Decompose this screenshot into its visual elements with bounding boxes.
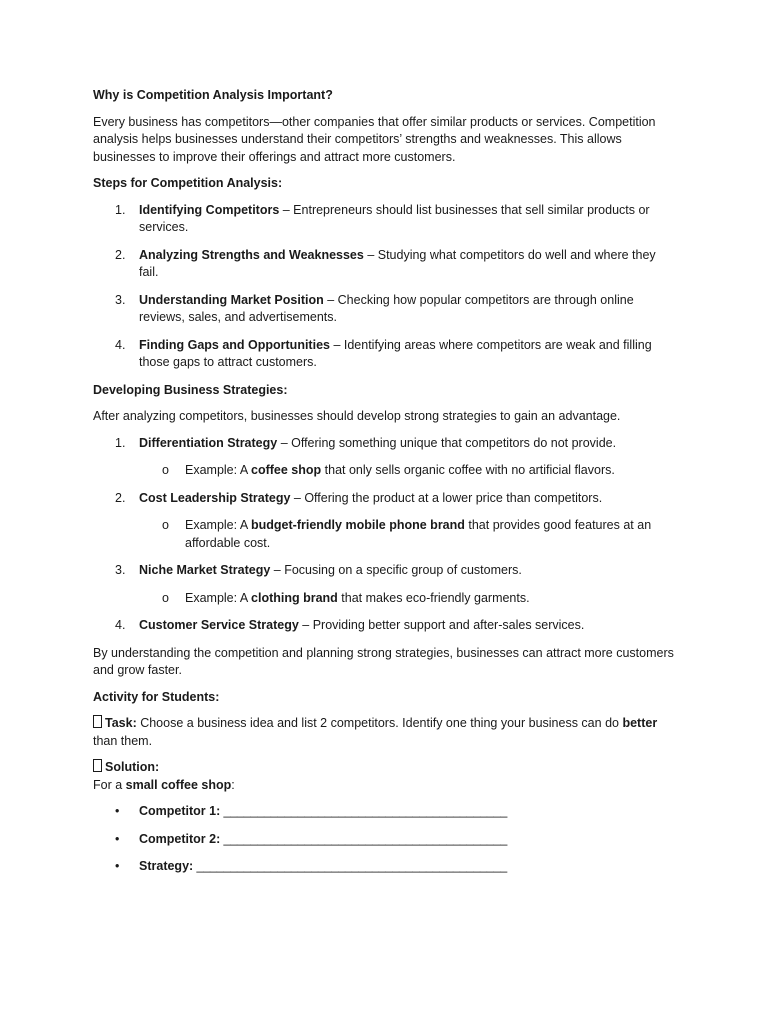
blank-line: __________________________________________ (220, 804, 508, 818)
list-number: 3. (115, 292, 126, 307)
section-title-steps: Steps for Competition Analysis: (93, 176, 283, 190)
list-item-term: Analyzing Strengths and Weaknesses (139, 247, 364, 262)
strategies-list (93, 435, 678, 635)
blank-line: __________________________________________ (220, 831, 508, 846)
example-prefix: Example: A (185, 463, 252, 477)
list-item-text: – Entrepreneurs should list businesses that sell similar products or services. (139, 202, 650, 234)
intro-paragraph: Every business has competitors—other companies that offer similar products or services. Competition analysis helps businesses understand their competitors’ strengths and weaknesses. This allows businesses to improve their offerings and attract more customers. (93, 114, 656, 164)
blank-label: Competitor 2: (139, 831, 221, 846)
list-item (93, 337, 678, 372)
example-item (139, 462, 678, 480)
list-item-term: Niche Market Strategy (139, 563, 271, 577)
task-paragraph (93, 715, 678, 750)
example-item (139, 590, 678, 608)
list-item (93, 562, 678, 607)
list-item-term: Cost Leadership Strategy (139, 490, 291, 505)
list-item-text: – Offering something unique that competitors do not provide. (277, 435, 617, 450)
list-item-text: – Studying what competitors do well and where they fail. (139, 247, 656, 279)
blank-line: ______________________________________________ (193, 859, 508, 873)
example-text: that only sells organic coffee with no artificial flavors. (321, 463, 615, 477)
list-item-text: – Identifying areas where competitors are weak and filling those gaps to attract customers. (139, 337, 652, 369)
solution-label: Solution: (105, 760, 160, 774)
list-number: 4. (115, 618, 126, 632)
blank-label: Strategy: (139, 859, 194, 873)
conclusion-paragraph: By understanding the competition and planning strong strategies, businesses can attract more customers and grow faster. (93, 645, 674, 677)
list-item (93, 435, 678, 480)
missing-glyph-icon (93, 759, 102, 772)
list-item (93, 617, 678, 635)
list-item (93, 202, 678, 237)
example-prefix: Example: A (185, 590, 252, 605)
list-item-term: Understanding Market Position (139, 292, 324, 307)
list-item (93, 858, 678, 876)
list-item-term: Customer Service Strategy (139, 618, 299, 632)
list-number: 2. (115, 490, 126, 505)
bullet: • (115, 859, 120, 873)
list-item-text: – Providing better support and after-sales services. (298, 618, 585, 632)
blank-label: Competitor 1: (139, 804, 221, 818)
list-item-text: – Offering the product at a lower price than competitors. (290, 490, 603, 505)
solution-subject: small coffee shop (125, 777, 232, 792)
list-item (93, 490, 678, 553)
section-title-importance: Why is Competition Analysis Important? (93, 88, 333, 102)
example-prefix: Example: A (185, 518, 252, 532)
task-text: Choose a business idea and list 2 competitors. Identify one thing your business can do (136, 716, 623, 730)
list-item (93, 247, 678, 282)
section-title-activity: Activity for Students: (93, 689, 220, 704)
list-number: 1. (115, 435, 126, 450)
list-item-term: Differentiation Strategy (139, 435, 278, 450)
bullet: • (115, 831, 120, 846)
example-term: budget-friendly mobile phone brand (251, 518, 465, 532)
task-emphasis: better (622, 716, 658, 730)
example-text: that provides good features at an affordable cost. (185, 518, 652, 550)
solution-paragraph (93, 759, 678, 794)
example-text: that makes eco-friendly garments. (337, 590, 530, 605)
example-term: coffee shop (251, 463, 322, 477)
list-item-term: Identifying Competitors (139, 202, 280, 217)
list-number: 3. (115, 563, 126, 577)
bullet: • (115, 804, 120, 818)
task-text-end: than them. (93, 733, 153, 748)
document-page (93, 87, 678, 886)
list-item-text: – Focusing on a specific group of customers. (270, 563, 522, 577)
list-number: 2. (115, 247, 126, 262)
answer-blanks-list (93, 803, 678, 876)
list-item (93, 292, 678, 327)
list-number: 1. (115, 202, 126, 217)
sub-bullet: o (162, 590, 169, 605)
list-item-text: – Checking how popular competitors are through online reviews, sales, and advertisements. (139, 292, 634, 324)
list-number: 4. (115, 337, 126, 352)
solution-suffix: : (231, 777, 235, 792)
example-item (139, 517, 678, 552)
missing-glyph-icon (93, 715, 102, 728)
steps-list (93, 202, 678, 372)
section-title-strategies: Developing Business Strategies: (93, 382, 288, 397)
sub-bullet: o (162, 518, 169, 532)
list-item (93, 831, 678, 849)
list-item (93, 803, 678, 821)
list-item-term: Finding Gaps and Opportunities (139, 337, 330, 352)
example-term: clothing brand (251, 590, 338, 605)
solution-prefix: For a (93, 777, 126, 792)
strategies-intro: After analyzing competitors, businesses should develop strong strategies to gain an advantage. (93, 409, 621, 423)
sub-bullet: o (162, 463, 169, 477)
task-label: Task: (105, 716, 137, 730)
